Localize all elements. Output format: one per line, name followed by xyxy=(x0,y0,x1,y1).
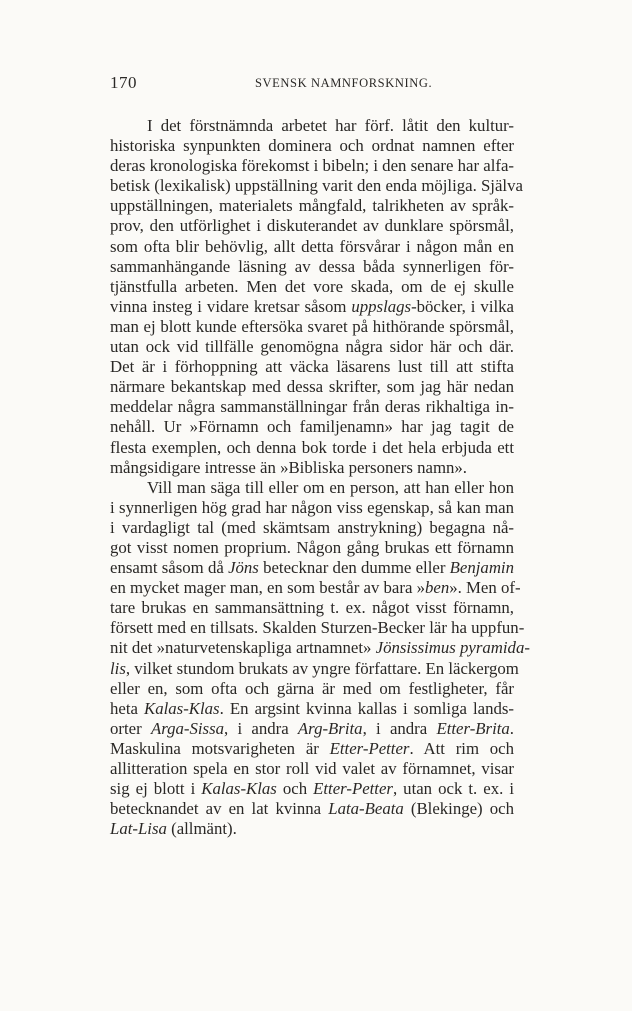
text-line: tare brukas en sammansättning t. ex. något visst förnamn, xyxy=(110,598,514,618)
text-line: heta Kalas-Klas. En argsint kvinna kallas i somliga lands- xyxy=(110,698,515,718)
text-line: flesta exemplen, och denna bok torde i det hela erbjuda ett xyxy=(110,437,514,457)
running-head: SVENSK NAMNFORSKNING. xyxy=(255,76,433,90)
page-header xyxy=(110,73,512,97)
text-line: i synnerligen hög grad har någon viss egenskap, så kan man xyxy=(110,497,514,517)
page-number: 170 xyxy=(110,73,137,92)
text-line: allitteration spela en stor roll vid valet av förnamnet, visar xyxy=(110,759,514,778)
text-line: meddelar några sammanställningar från deras rikhaltiga in- xyxy=(110,397,514,417)
text-line: ensamt såsom då Jöns betecknar den dumme eller Benjamin xyxy=(110,558,514,578)
text-line: Vill man säga till eller om en person, att han eller hon xyxy=(147,477,514,497)
text-line: som ofta blir behövlig, allt detta försvårar i någon mån en xyxy=(110,236,514,256)
text-line: utan ock vid tillfälle genomögna några sidor här och där. xyxy=(110,337,514,357)
text-line: vinna insteg i vidare kretsar såsom uppslags-böcker, i vilka xyxy=(110,296,514,316)
text-line: betecknandet av en lat kvinna Lata-Beata (Blekinge) och xyxy=(110,799,514,819)
text-line: betisk (lexikalisk) uppställning varit den enda möjliga. Själva xyxy=(110,176,523,196)
text-line: Det är i förhoppning att väcka läsarens lust till att stifta xyxy=(110,357,514,377)
text-line: man ej blott kunde eftersöka svaret på hithörande spörsmål, xyxy=(110,316,514,336)
text-line: försett med en tillsats. Skalden Sturzen-Becker lär ha uppfun- xyxy=(110,618,525,638)
text-line: prov, den utförlighet i diskuterandet av dunklare spörsmål, xyxy=(110,216,514,236)
text-line: tjänstfulla arbeten. Men det vore skada, om de ej skulle xyxy=(110,276,514,296)
text-line: historiska synpunkten dominera och ordnat namnen efter xyxy=(110,136,514,156)
text-line: nit det »naturvetenskapliga artnamnet» Jönsissimus pyramida- xyxy=(110,638,530,658)
text-line: Lat-Lisa (allmänt). xyxy=(110,819,237,839)
text-line: got visst nomen proprium. Någon gång brukas ett förnamn xyxy=(110,537,514,557)
text-line: eller en, som ofta och gärna är med om festligheter, får xyxy=(110,678,514,698)
text-line: lis, vilket stundom brukats av yngre författare. En läckergom xyxy=(110,658,519,678)
paragraph xyxy=(110,116,523,478)
text-line: I det förstnämnda arbetet har förf. låtit den kultur- xyxy=(147,116,514,135)
text-line: i vardagligt tal (med skämtsam anstrykning) begagna nå- xyxy=(110,517,514,537)
text-line: närmare bekantskap med dessa skrifter, som jag här nedan xyxy=(110,377,514,397)
text-line: orter Arga-Sissa, i andra Arg-Brita, i andra Etter-Brita. xyxy=(110,718,514,738)
body-text xyxy=(110,116,530,839)
text-line: nehåll. Ur »Förnamn och familjenamn» har jag tagit de xyxy=(110,417,514,437)
paragraph xyxy=(110,477,530,840)
text-line: Maskulina motsvarigheten är Etter-Petter. Att rim och xyxy=(110,738,514,758)
text-line: mångsidigare intresse än »Bibliska personers namn». xyxy=(110,457,467,477)
text-line: sammanhängande läsning av dessa båda synnerligen för- xyxy=(110,256,514,276)
text-line: en mycket mager man, en som består av bara »ben». Men of- xyxy=(110,578,521,598)
text-line: deras kronologiska förekomst i bibeln; i den senare har alfa- xyxy=(110,156,515,176)
text-line: sig ej blott i Kalas-Klas och Etter-Petter, utan ock t. ex. i xyxy=(110,779,515,799)
text-line: uppställningen, materialets mångfald, talrikheten av språk- xyxy=(110,196,514,216)
